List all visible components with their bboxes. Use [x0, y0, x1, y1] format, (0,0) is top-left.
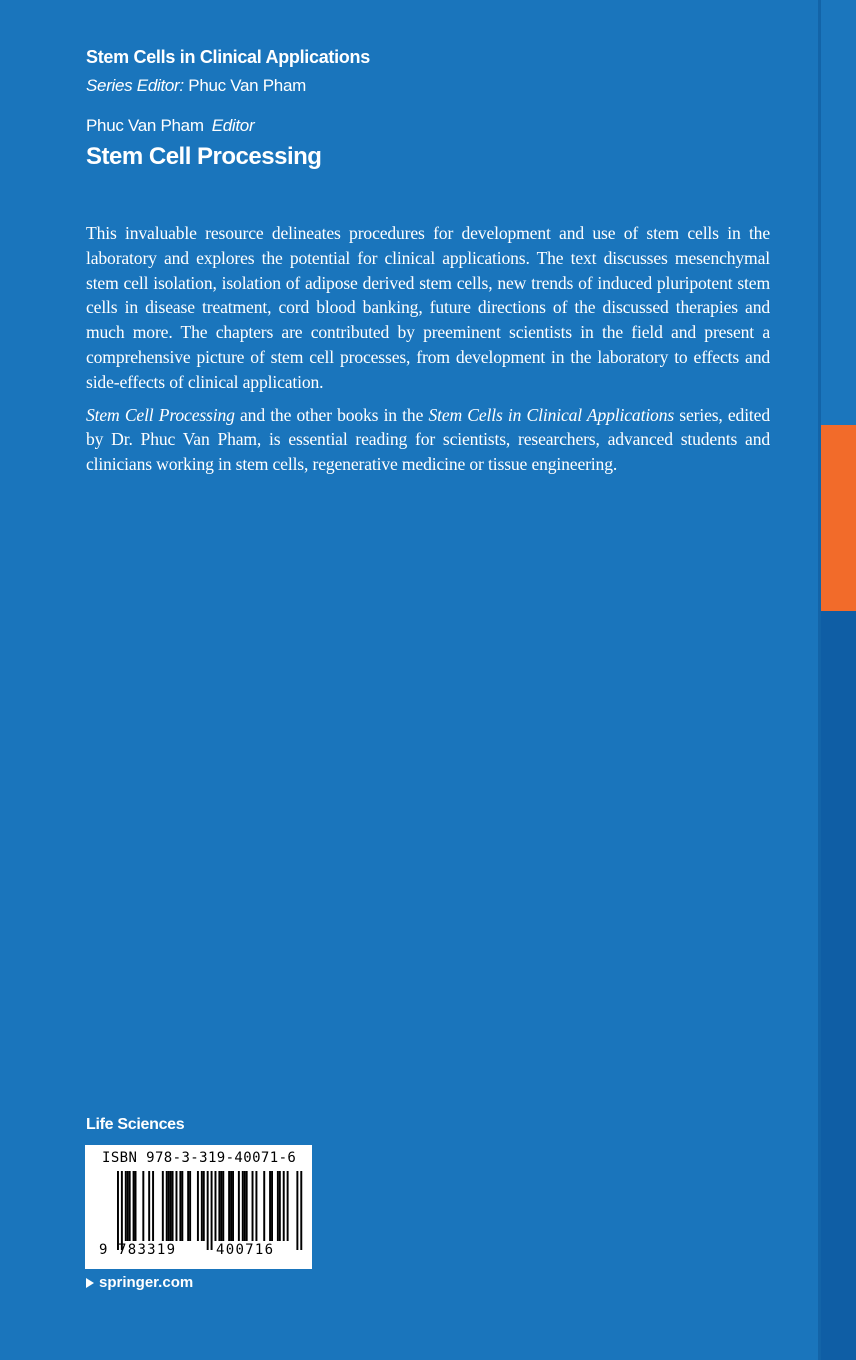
barcode-bar: [129, 1171, 131, 1241]
barcode-bar: [255, 1171, 257, 1241]
subject-label: Life Sciences: [86, 1116, 185, 1133]
series-editor-line: [86, 76, 306, 96]
barcode-bar: [168, 1171, 170, 1241]
barcode-bar: [176, 1171, 178, 1241]
isbn-barcode: [85, 1145, 312, 1269]
barcode-bar: [170, 1171, 172, 1241]
barcode-bar: [172, 1171, 174, 1241]
barcode-bar: [133, 1171, 135, 1241]
barcode-bar: [287, 1171, 289, 1241]
barcode-bar: [187, 1171, 189, 1241]
barcode-bar: [296, 1171, 298, 1250]
barcode-bar: [218, 1171, 220, 1241]
barcode-bar: [279, 1171, 281, 1241]
barcode-bar: [152, 1171, 154, 1241]
barcode-bar: [211, 1171, 213, 1250]
barcode-bar: [238, 1171, 240, 1241]
barcode-bar: [271, 1171, 273, 1241]
isbn-label: ISBN 978-3-319-40071-6: [102, 1150, 297, 1166]
barcode-bar: [207, 1171, 209, 1250]
barcode-bar: [203, 1171, 205, 1241]
spine-top-band: [821, 0, 856, 425]
series-editor-name: Phuc Van Pham: [188, 76, 306, 95]
barcode-bar: [300, 1171, 302, 1250]
barcode-bar: [142, 1171, 144, 1241]
series-editor-role: Series Editor:: [86, 76, 184, 95]
website-label: springer.com: [99, 1274, 194, 1291]
barcode-bar: [222, 1171, 224, 1241]
blurb: [86, 221, 770, 485]
blurb-text-rest: series, edited by Dr. Phuc Van Pham, is essential reading for scientists, researchers, advanced students and clinicians working in stem cells, regenerative medicine or tissue engineering.: [86, 404, 770, 475]
barcode-bar: [252, 1171, 254, 1241]
barcode-bar: [230, 1171, 232, 1241]
barcode-bar: [125, 1171, 127, 1241]
barcode-bar: [201, 1171, 203, 1241]
spine-orange-accent: [821, 425, 856, 611]
arrow-right-icon: [86, 1278, 94, 1288]
barcode-bar: [189, 1171, 191, 1241]
barcode-digit-group-1: 783319: [118, 1242, 177, 1258]
barcode-bar: [197, 1171, 199, 1241]
spine-bottom-band: [821, 611, 856, 1360]
book-editor-line: [86, 116, 254, 136]
barcode-bar: [242, 1171, 244, 1241]
barcode-digit-group-2: 400716: [216, 1242, 275, 1258]
barcode-bar: [121, 1171, 123, 1250]
blurb-series-title: Stem Cells in Clinical Applications: [428, 404, 675, 425]
barcode-bar: [127, 1171, 129, 1241]
blurb-paragraph-1: This invaluable resource delineates procedures for development and use of stem cells in the laboratory and explores the potential for clinical applications. The text discusses mesenchymal stem cell isolation, isolation of adipose derived stem cells, new trends of induced pluripotent stem cells in disease treatment, cord blood banking, future directions of the discussed therapies and much more. The chapters are contributed by preeminent scientists in the field and present a comprehensive picture of stem cell processes, from development in the laboratory to effects and side-effects of clinical application.: [86, 223, 770, 392]
barcode-digits: [85, 1242, 312, 1260]
publisher-website[interactable]: [86, 1274, 193, 1291]
barcode-bar: [244, 1171, 246, 1241]
barcode-bar: [135, 1171, 137, 1241]
barcode-bar: [232, 1171, 234, 1241]
barcode-bar: [162, 1171, 164, 1241]
book-editor-role: Editor: [211, 116, 255, 135]
blurb-paragraph-2: [86, 403, 770, 477]
barcode-bar: [228, 1171, 230, 1241]
blurb-book-title: Stem Cell Processing: [86, 404, 235, 425]
book-editor-name: Phuc Van Pham: [86, 116, 204, 135]
barcode-bar: [148, 1171, 150, 1241]
barcode-bar: [283, 1171, 285, 1241]
barcode-bar: [220, 1171, 222, 1241]
barcode-bar: [215, 1171, 217, 1241]
barcode-bar: [117, 1171, 119, 1250]
barcode-bar: [181, 1171, 183, 1241]
blurb-text-mid: and the other books in the: [234, 404, 429, 425]
series-title: Stem Cells in Clinical Applications: [86, 47, 370, 67]
barcode-bar: [263, 1171, 265, 1241]
book-title: Stem Cell Processing: [86, 143, 322, 170]
barcode-bar: [269, 1171, 271, 1241]
barcode-bar: [166, 1171, 168, 1241]
barcode-lead-digit: 9: [99, 1242, 108, 1258]
barcode-bar: [179, 1171, 181, 1241]
barcode-bar: [246, 1171, 248, 1241]
barcode-bar: [277, 1171, 279, 1241]
